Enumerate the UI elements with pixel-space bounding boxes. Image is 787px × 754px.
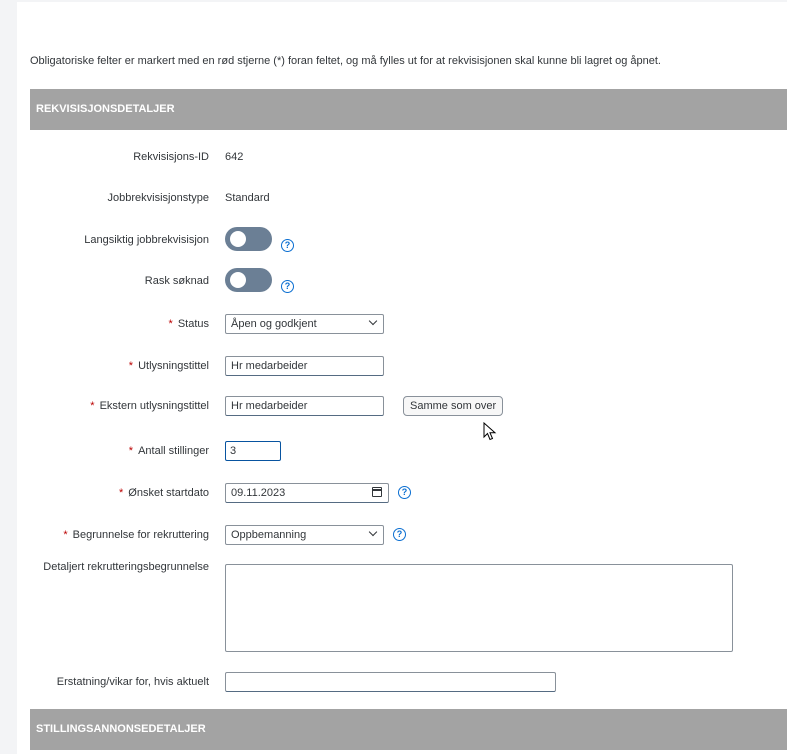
start-date-value: 09.11.2023	[231, 487, 286, 499]
row-quick-apply	[17, 268, 787, 292]
posting-title-input[interactable]: Hr medarbeider	[225, 356, 384, 376]
row-replacement	[17, 670, 787, 694]
requisition-id-label: Rekvisisjons-ID	[133, 151, 209, 163]
requisition-type-value: Standard	[225, 192, 270, 204]
reason-label-text: Begrunnelse for rekruttering	[72, 529, 209, 541]
external-title-label	[90, 400, 209, 412]
requisition-form	[17, 2, 787, 754]
required-asterisk: *	[119, 487, 124, 499]
calendar-icon[interactable]	[372, 487, 382, 497]
requisition-id-value: 642	[225, 151, 244, 163]
posting-title-label-text: Utlysningstittel	[138, 360, 209, 372]
section-header-requisition-details[interactable]: REKVISISJONSDETALJER	[30, 89, 787, 130]
posting-title-label	[129, 360, 209, 372]
reason-label	[63, 529, 209, 541]
row-positions	[17, 439, 787, 463]
detailed-reason-label: Detaljert rekrutteringsbegrunnelse	[43, 561, 209, 573]
chevron-down-icon	[369, 317, 377, 325]
status-select[interactable]	[225, 314, 384, 334]
requisition-type-label: Jobbrekvisisjonstype	[107, 192, 209, 204]
status-label-text: Status	[177, 318, 209, 330]
quick-apply-label: Rask søknad	[144, 275, 209, 287]
row-requisition-type	[17, 186, 787, 210]
external-title-label-text: Ekstern utlysningstittel	[99, 400, 209, 412]
row-reason	[17, 523, 787, 547]
required-asterisk: *	[128, 445, 134, 457]
row-requisition-id	[17, 145, 787, 169]
replacement-label: Erstatning/vikar for, hvis aktuelt	[56, 676, 209, 688]
replacement-input[interactable]	[225, 672, 556, 692]
row-start-date	[17, 481, 787, 505]
row-long-term	[17, 227, 787, 251]
question-circle-icon[interactable]: ?	[281, 280, 294, 293]
reason-select-value: Oppbemanning	[231, 529, 307, 541]
section-header-posting-details[interactable]: STILLINGSANNONSEDETALJER	[30, 709, 787, 750]
question-circle-icon[interactable]: ?	[398, 486, 411, 499]
toggle-knob	[230, 272, 246, 288]
question-circle-icon[interactable]: ?	[393, 528, 406, 541]
status-label	[169, 318, 209, 330]
row-status	[17, 312, 787, 336]
quick-apply-toggle[interactable]	[225, 268, 272, 292]
row-posting-title	[17, 354, 787, 378]
long-term-label: Langsiktig jobbrekvisisjon	[84, 234, 209, 246]
required-asterisk: *	[128, 360, 134, 372]
reason-select[interactable]	[225, 525, 384, 545]
mandatory-fields-notice: Obligatoriske felter er markert med en rød stjerne (*) foran feltet, og må fylles ut for at rekvisisjonen skal kunne bli lagret og åpnet.	[30, 55, 661, 67]
same-as-above-button[interactable]: Samme som over	[403, 396, 503, 416]
required-asterisk: *	[90, 400, 95, 412]
chevron-down-icon	[369, 528, 377, 536]
required-asterisk: *	[168, 318, 173, 330]
status-select-value: Åpen og godkjent	[231, 318, 317, 330]
positions-label	[129, 445, 209, 457]
external-title-input[interactable]: Hr medarbeider	[225, 396, 384, 416]
start-date-input[interactable]	[225, 483, 389, 503]
required-asterisk: *	[63, 529, 68, 541]
positions-label-text: Antall stillinger	[138, 445, 209, 457]
long-term-toggle[interactable]	[225, 227, 272, 251]
question-circle-icon[interactable]: ?	[281, 239, 294, 252]
mouse-cursor-icon	[483, 422, 497, 442]
detailed-reason-textarea[interactable]	[225, 564, 733, 652]
start-date-label	[119, 487, 209, 499]
row-external-title	[17, 394, 787, 418]
toggle-knob	[230, 231, 246, 247]
start-date-label-text: Ønsket startdato	[128, 487, 209, 499]
positions-input[interactable]: 3	[225, 441, 281, 461]
